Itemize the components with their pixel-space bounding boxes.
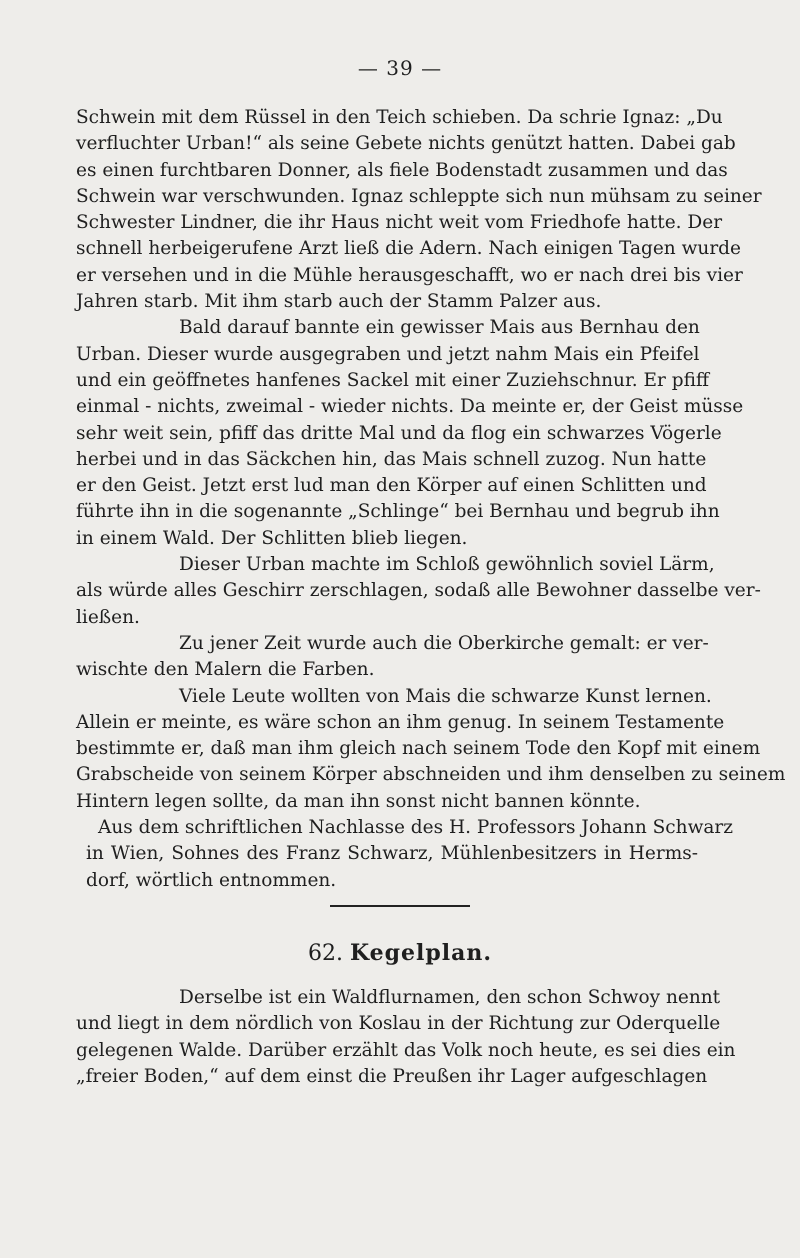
text-line: Bald darauf bannte ein gewisser Mais aus Bernhau den	[179, 317, 700, 339]
text-line: er den Geist. Jetzt erst lud man den Körper auf einen Schlitten und	[76, 475, 707, 497]
text-line: es einen furchtbaren Donner, als fiele Bodenstadt zusammen und das	[76, 159, 728, 181]
source-note-line: in Wien, Sohnes des Franz Schwarz, Mühlenbesitzers in Herms-	[86, 843, 698, 865]
text-line: Grabscheide von seinem Körper abschneiden und ihm denselben zu seinem	[76, 764, 786, 786]
text-line: und liegt in dem nördlich von Koslau in der Richtung zur Oderquelle	[76, 1013, 721, 1035]
text-line: ließen.	[76, 606, 140, 628]
text-line: Zu jener Zeit wurde auch die Oberkirche gemalt: er ver-	[179, 632, 709, 654]
text-line: Viele Leute wollten von Mais die schwarze Kunst lernen.	[179, 685, 712, 707]
text-line: wischte den Malern die Farben.	[76, 659, 375, 681]
text-line: Derselbe ist ein Waldflurnamen, den schon Schwoy nennt	[179, 987, 721, 1008]
story-text-upper	[76, 105, 786, 894]
text-line: „freier Boden,“ auf dem einst die Preußen ihr Lager aufgeschlagen	[76, 1065, 708, 1087]
text-line: gelegenen Walde. Darüber erzählt das Volk noch heute, es sei dies ein	[76, 1039, 736, 1061]
text-line: er versehen und in die Mühle herausgeschafft, wo er nach drei bis vier	[76, 264, 743, 286]
text-line: Schwein mit dem Rüssel in den Teich schieben. Da schrie Ignaz: „Du	[76, 107, 723, 128]
source-note-line: Aus dem schriftlichen Nachlasse des H. Professors Johann Schwarz	[98, 817, 734, 839]
source-note-line: dorf, wörtlich entnommen.	[86, 869, 337, 891]
section-heading	[0, 940, 800, 966]
text-line: in einem Wald. Der Schlitten blieb liegen.	[76, 527, 468, 549]
text-line: einmal - nichts, zweimal - wieder nichts. Da meinte er, der Geist müsse	[76, 396, 744, 418]
section-number: 62.	[307, 941, 343, 966]
text-line: Dieser Urban machte im Schloß gewöhnlich soviel Lärm,	[179, 554, 715, 576]
text-line: Allein er meinte, es wäre schon an ihm genug. In seinem Testamente	[76, 711, 725, 733]
text-line: Urban. Dieser wurde ausgegraben und jetzt nahm Mais ein Pfeifel	[76, 343, 700, 365]
text-line: bestimmte er, daß man ihm gleich nach seinem Tode den Kopf mit einem	[76, 738, 761, 760]
story-text-lower	[76, 985, 736, 1090]
text-line: Schwein war verschwunden. Ignaz schleppte sich nun mühsam zu seiner	[76, 185, 762, 207]
section-title: Kegelplan.	[349, 940, 493, 966]
text-line: Hintern legen sollte, da man ihn sonst nicht bannen könnte.	[76, 790, 641, 812]
text-line: und ein geöffnetes hanfenes Sackel mit einer Zuziehschnur. Er pfiff	[76, 369, 710, 391]
text-line: verfluchter Urban!“ als seine Gebete nichts genützt hatten. Dabei gab	[76, 133, 736, 155]
text-line: führte ihn in die sogenannte „Schlinge“ bei Bernhau und begrub ihn	[76, 501, 720, 523]
text-line: herbei und in das Säckchen hin, das Mais schnell zuzog. Nun hatte	[76, 448, 707, 470]
section-divider	[330, 905, 470, 907]
text-line: Jahren starb. Mit ihm starb auch der Stamm Palzer aus.	[76, 291, 602, 313]
text-line: schnell herbeigerufene Arzt ließ die Adern. Nach einigen Tagen wurde	[76, 238, 741, 260]
text-line: sehr weit sein, pfiff das dritte Mal und da flog ein schwarzes Vögerle	[76, 422, 722, 444]
text-line: Schwester Lindner, die ihr Haus nicht weit vom Friedhofe hatte. Der	[76, 212, 723, 234]
text-line: als würde alles Geschirr zerschlagen, sodaß alle Bewohner dasselbe ver-	[76, 580, 761, 602]
page-number: — 39 —	[357, 56, 443, 80]
